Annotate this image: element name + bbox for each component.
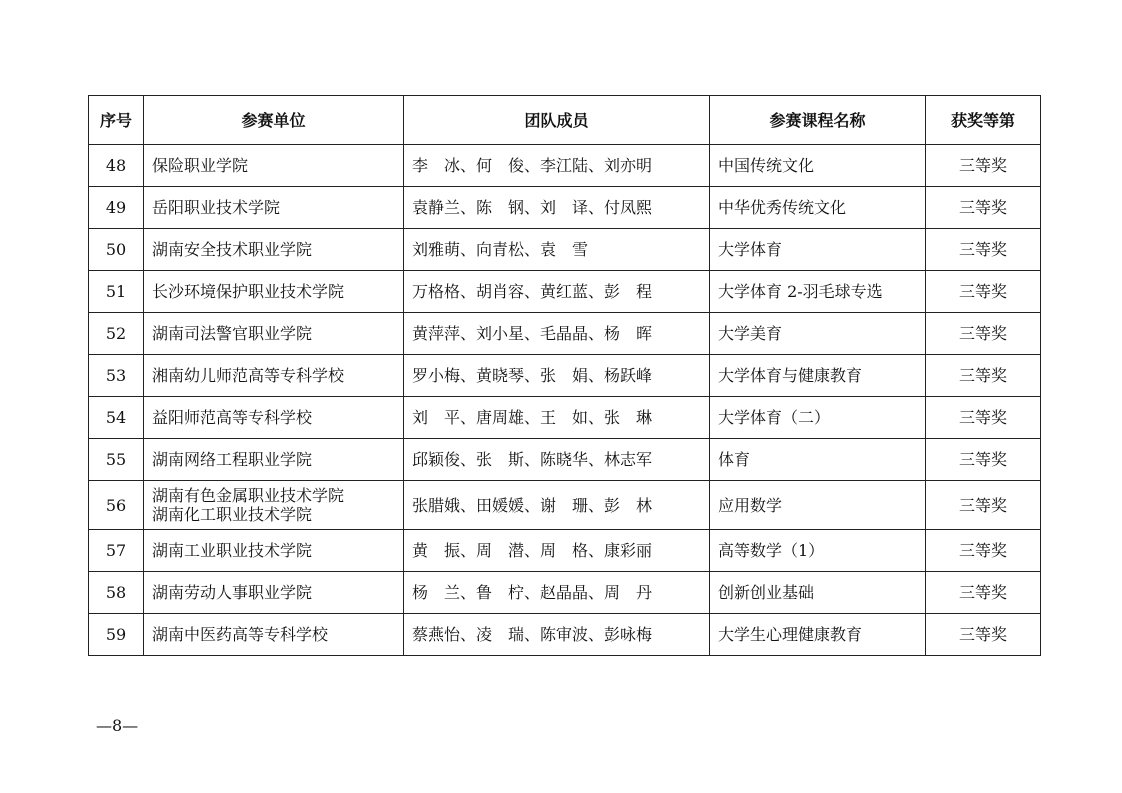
cell-course: 大学体育与健康教育 [710, 355, 926, 397]
cell-no: 54 [89, 397, 144, 439]
cell-members: 刘雅萌、向青松、袁 雪 [404, 229, 710, 271]
cell-unit [144, 271, 404, 313]
cell-members: 李 冰、何 俊、李江陆、刘亦明 [404, 145, 710, 187]
cell-unit [144, 397, 404, 439]
cell-course: 应用数学 [710, 481, 926, 530]
cell-members: 蔡燕怡、凌 瑞、陈审波、彭咏梅 [404, 614, 710, 656]
cell-course: 大学体育 [710, 229, 926, 271]
cell-unit [144, 313, 404, 355]
cell-unit [144, 145, 404, 187]
unit-name: 湖南司法警官职业学院 [152, 324, 313, 343]
cell-course: 高等数学（1） [710, 530, 926, 572]
table-row [89, 530, 1041, 572]
table-row [89, 614, 1041, 656]
cell-unit [144, 187, 404, 229]
cell-members: 罗小梅、黄晓琴、张 娟、杨跃峰 [404, 355, 710, 397]
cell-award: 三等奖 [926, 439, 1041, 481]
cell-course: 创新创业基础 [710, 572, 926, 614]
cell-course: 中华优秀传统文化 [710, 187, 926, 229]
cell-no: 57 [89, 530, 144, 572]
cell-award: 三等奖 [926, 229, 1041, 271]
table-row [89, 439, 1041, 481]
table-row [89, 355, 1041, 397]
table-row [89, 187, 1041, 229]
cell-unit [144, 355, 404, 397]
cell-course: 中国传统文化 [710, 145, 926, 187]
cell-no: 58 [89, 572, 144, 614]
unit-name: 湘南幼儿师范高等专科学校 [152, 366, 345, 385]
table-row [89, 397, 1041, 439]
cell-no: 56 [89, 481, 144, 530]
table-row [89, 145, 1041, 187]
unit-name: 岳阳职业技术学院 [152, 198, 281, 217]
header-unit: 参赛单位 [144, 96, 404, 145]
table-row [89, 481, 1041, 530]
cell-members: 张腊娥、田媛媛、谢 珊、彭 林 [404, 481, 710, 530]
table-row [89, 313, 1041, 355]
cell-unit [144, 481, 404, 530]
cell-award: 三等奖 [926, 572, 1041, 614]
cell-no: 52 [89, 313, 144, 355]
cell-course: 大学体育 2-羽毛球专选 [710, 271, 926, 313]
header-no: 序号 [89, 96, 144, 145]
table-row [89, 572, 1041, 614]
unit-name: 益阳师范高等专科学校 [152, 408, 313, 427]
cell-course: 大学生心理健康教育 [710, 614, 926, 656]
cell-award: 三等奖 [926, 187, 1041, 229]
awards-table [88, 95, 1041, 656]
table-row [89, 229, 1041, 271]
cell-award: 三等奖 [926, 530, 1041, 572]
unit-name: 湖南工业职业技术学院 [152, 541, 313, 560]
unit-name: 湖南中医药高等专科学校 [152, 625, 329, 644]
cell-unit [144, 572, 404, 614]
unit-name: 湖南有色金属职业技术学院 [152, 486, 345, 505]
unit-name: 湖南安全技术职业学院 [152, 240, 313, 259]
cell-unit [144, 439, 404, 481]
cell-no: 55 [89, 439, 144, 481]
unit-name: 湖南劳动人事职业学院 [152, 583, 313, 602]
cell-award: 三等奖 [926, 481, 1041, 530]
unit-name: 湖南化工职业技术学院 [152, 505, 313, 524]
unit-name: 保险职业学院 [152, 156, 249, 175]
cell-course: 大学美育 [710, 313, 926, 355]
cell-no: 50 [89, 229, 144, 271]
header-members: 团队成员 [404, 96, 710, 145]
cell-course: 大学体育（二） [710, 397, 926, 439]
cell-no: 48 [89, 145, 144, 187]
cell-unit [144, 229, 404, 271]
cell-members: 黄萍萍、刘小星、毛晶晶、杨 晖 [404, 313, 710, 355]
cell-course: 体育 [710, 439, 926, 481]
cell-award: 三等奖 [926, 313, 1041, 355]
table-header-row [89, 96, 1041, 145]
cell-no: 59 [89, 614, 144, 656]
cell-no: 49 [89, 187, 144, 229]
cell-award: 三等奖 [926, 145, 1041, 187]
cell-members: 万格格、胡肖容、黄红蓝、彭 程 [404, 271, 710, 313]
unit-name: 长沙环境保护职业技术学院 [152, 282, 345, 301]
cell-members: 杨 兰、鲁 柠、赵晶晶、周 丹 [404, 572, 710, 614]
cell-no: 53 [89, 355, 144, 397]
header-course: 参赛课程名称 [710, 96, 926, 145]
cell-members: 刘 平、唐周雄、王 如、张 琳 [404, 397, 710, 439]
cell-members: 黄 振、周 潜、周 格、康彩丽 [404, 530, 710, 572]
cell-unit [144, 614, 404, 656]
cell-unit [144, 530, 404, 572]
cell-award: 三等奖 [926, 397, 1041, 439]
cell-award: 三等奖 [926, 355, 1041, 397]
cell-award: 三等奖 [926, 614, 1041, 656]
cell-members: 袁静兰、陈 钢、刘 译、付凤熙 [404, 187, 710, 229]
cell-award: 三等奖 [926, 271, 1041, 313]
cell-no: 51 [89, 271, 144, 313]
header-award: 获奖等第 [926, 96, 1041, 145]
unit-name: 湖南网络工程职业学院 [152, 450, 313, 469]
table-row [89, 271, 1041, 313]
cell-members: 邱颖俊、张 斯、陈晓华、林志军 [404, 439, 710, 481]
page-number: —8— [96, 716, 139, 735]
